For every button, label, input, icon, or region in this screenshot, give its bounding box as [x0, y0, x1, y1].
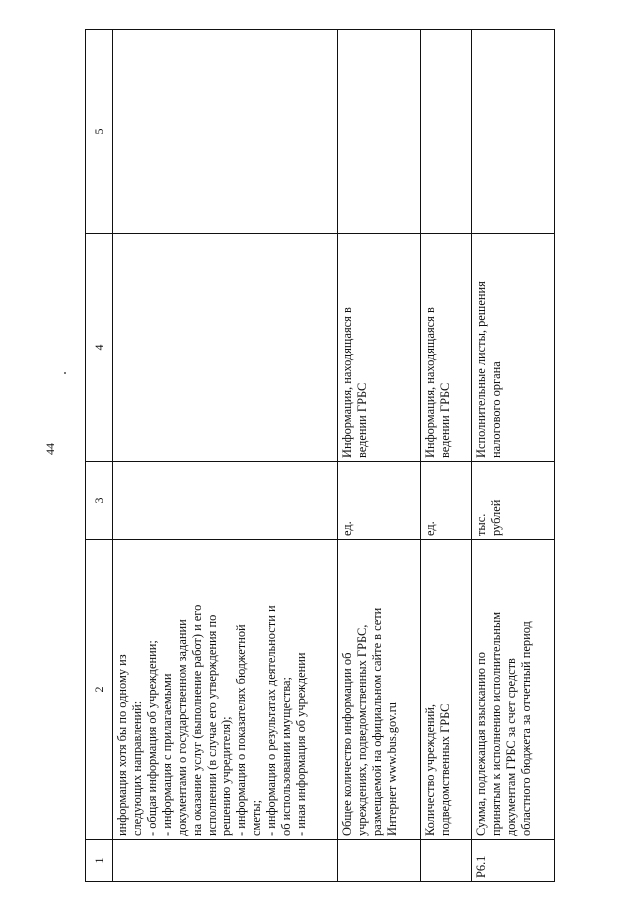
page-number: 44	[43, 443, 57, 455]
scan-dot	[64, 372, 66, 374]
row-source	[338, 234, 421, 462]
description-line: - иная информация об учреждении	[293, 652, 308, 836]
row-code	[338, 840, 421, 882]
row-code	[113, 840, 338, 882]
row-source	[471, 234, 554, 462]
description-line: - информация о показателях бюджетной	[234, 624, 249, 836]
row-unit	[338, 462, 421, 540]
source-line: ведении ГРБС	[438, 382, 453, 458]
description-line: - информация с прилагаемыми	[159, 673, 174, 836]
row-description	[113, 540, 338, 840]
description-line: документам ГРБС за счет средств	[503, 658, 518, 836]
description-line: решению учредителя);	[219, 716, 234, 836]
header-cell-2: 2	[86, 540, 113, 840]
source-line: ведении ГРБС	[355, 382, 370, 458]
unit-line: ед.	[340, 521, 355, 536]
row-col5	[338, 30, 421, 234]
description-line: - общая информация об учреждении;	[145, 640, 160, 836]
row-col5	[471, 30, 554, 234]
description-line: информация хотя бы по одному из	[115, 654, 130, 836]
row-unit	[113, 462, 338, 540]
unit-line: рублей	[488, 499, 503, 536]
row-description	[338, 540, 421, 840]
description-line: документами о государственном задании	[174, 619, 189, 836]
description-line: на оказание услуг (выполнение работ) и его	[189, 604, 204, 836]
source-line: Исполнительные листы, решения	[473, 281, 488, 458]
table-inner	[85, 30, 555, 882]
row-source	[421, 234, 472, 462]
source-line: налогового органа	[488, 361, 503, 458]
description-line: областного бюджета за отчетный период	[518, 621, 533, 836]
description-line: Количество учреждений,	[423, 704, 438, 836]
description-line: об использовании имущества;	[278, 677, 293, 836]
description-line: следующих направлений:	[130, 700, 145, 836]
header-cell-4: 4	[86, 234, 113, 462]
header-cell-5: 5	[86, 30, 113, 234]
unit-line: ед.	[423, 521, 438, 536]
description-line: Общее количество информации об	[340, 652, 355, 836]
row-source	[113, 234, 338, 462]
description-line: подведомственных ГРБС	[438, 703, 453, 836]
source-line: Информация, находящаяся в	[423, 307, 438, 458]
indicator-table	[85, 29, 555, 882]
row-unit	[471, 462, 554, 540]
table-row	[113, 30, 338, 882]
row-code	[421, 840, 472, 882]
table-row	[338, 30, 421, 882]
table-row	[421, 30, 472, 882]
row-description	[471, 540, 554, 840]
description-line: Сумма, подлежащая взысканию по	[473, 652, 488, 836]
description-line: - информация о результатах деятельности и	[264, 605, 279, 836]
rotated-table-container	[85, 30, 555, 882]
header-cell-1: 1	[86, 840, 113, 882]
description-line: сметы;	[249, 799, 264, 836]
row-col5	[421, 30, 472, 234]
description-line: учреждениях, подведомственных ГРБС,	[355, 624, 370, 836]
row-code: Р6.1	[471, 840, 554, 882]
unit-line: тыс.	[473, 513, 488, 536]
header-cell-3: 3	[86, 462, 113, 540]
source-line: Информация, находящаяся в	[340, 307, 355, 458]
row-col5	[113, 30, 338, 234]
description-line: Интернет www.bus.gov.ru	[384, 702, 399, 836]
table-row	[471, 30, 554, 882]
row-description	[421, 540, 472, 840]
description-line: исполнении (в случае его утверждения по	[204, 614, 219, 836]
row-unit	[421, 462, 472, 540]
description-line: принятым к исполнению исполнительным	[488, 611, 503, 836]
description-line: размещаемой на официальном сайте в сети	[369, 607, 384, 836]
header-row	[86, 30, 113, 882]
